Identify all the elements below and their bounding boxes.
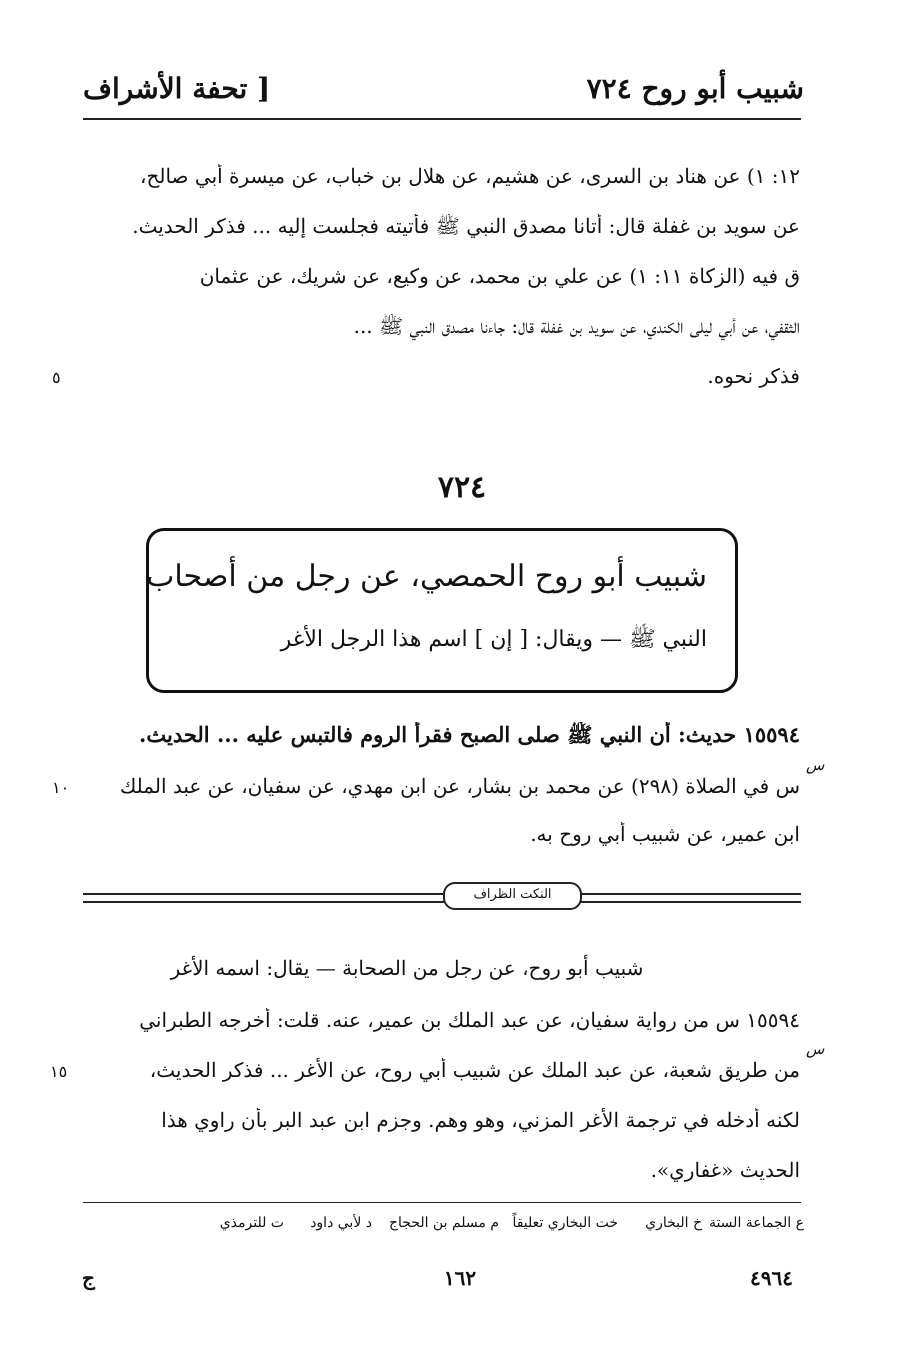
nukat-line: من طريق شعبة، عن عبد الملك عن شبيب أبي روح، عن الأغر ... فذكر الحديث،: [149, 1058, 800, 1082]
page-number: ١٦٢: [443, 1266, 477, 1290]
abbreviation: ع الجماعة الستة: [708, 1215, 804, 1231]
margin-line-number: ١٥: [50, 1062, 68, 1081]
hadith-count: ٤٩٦٤: [750, 1266, 793, 1290]
text-line: عن سويد بن غفلة قال: أتانا مصدق النبي ﷺ فأتيته فجلست إليه ... فذكر الحديث.: [132, 214, 800, 238]
running-title: شبيب أبو روح ٧٢٤: [586, 72, 804, 105]
section-divider: [83, 887, 801, 903]
margin-line-number: ٥: [52, 368, 61, 387]
text-line: ١٢: ١) عن هناد بن السرى، عن هشيم، عن هلال بن خباب، عن ميسرة أبي صالح،: [140, 164, 800, 188]
nukat-heading: شبيب أبو روح، عن رجل من الصحابة — يقال: اسمه الأغر: [170, 956, 644, 980]
nukat-line: ١٥٥٩٤ س من رواية سفيان، عن عبد الملك بن عمير، عنه. قلت: أخرجه الطبراني: [139, 1008, 800, 1032]
text-line: فذكر نحوه.: [707, 364, 800, 388]
abbreviation: ت للترمذي: [219, 1215, 284, 1231]
header-rule: [83, 118, 801, 120]
nukat-label: النكت الظراف: [443, 882, 582, 910]
entry-title-line: النبي ﷺ — ويقال: [ إن ] اسم هذا الرجل الأغر: [280, 627, 707, 652]
hadith-line: ١٥٥٩٤ حديث: أن النبي ﷺ صلى الصبح فقرأ الروم فالتبس عليه ... الحديث.: [139, 722, 800, 747]
hadith-line: س في الصلاة (٢٩٨) عن محمد بن بشار، عن ابن مهدي، عن سفيان، عن عبد الملك: [119, 774, 800, 798]
text-line: ق فيه (الزكاة ١١: ١) عن علي بن محمد، عن وكيع، عن شريك، عن عثمان: [199, 264, 800, 288]
text-line: الثقفي، عن أبي ليلى الكندي، عن سويد بن غفلة قال: جاءنا مصدق النبي ﷺ ...: [353, 314, 800, 338]
book-title: [ تحفة الأشراف: [83, 72, 271, 105]
entry-title-line: شبيب أبو روح الحمصي، عن رجل من أصحاب: [146, 559, 707, 594]
footnote-rule: [83, 1202, 801, 1203]
siglum: س: [806, 1040, 825, 1058]
abbreviation: خت البخاري تعليقاً: [512, 1215, 618, 1231]
nukat-line: الحديث «غفاري».: [650, 1158, 800, 1182]
entry-number: ٧٢٤: [437, 470, 487, 505]
abbreviation: د لأبي داود: [310, 1215, 372, 1231]
nukat-line: لكنه أدخله في ترجمة الأغر المزني، وهو وهم. وجزم ابن عبد البر بأن راوي هذا: [161, 1108, 800, 1132]
siglum: س: [806, 756, 825, 774]
entry-heading-box: [146, 528, 738, 693]
abbreviation: م مسلم بن الحجاج: [388, 1215, 499, 1231]
hadith-line: ابن عمير، عن شبيب أبي روح به.: [530, 822, 800, 846]
signature-mark: ج: [82, 1266, 95, 1290]
margin-line-number: ١٠: [52, 778, 70, 797]
abbreviation: خ البخاري: [645, 1215, 702, 1231]
